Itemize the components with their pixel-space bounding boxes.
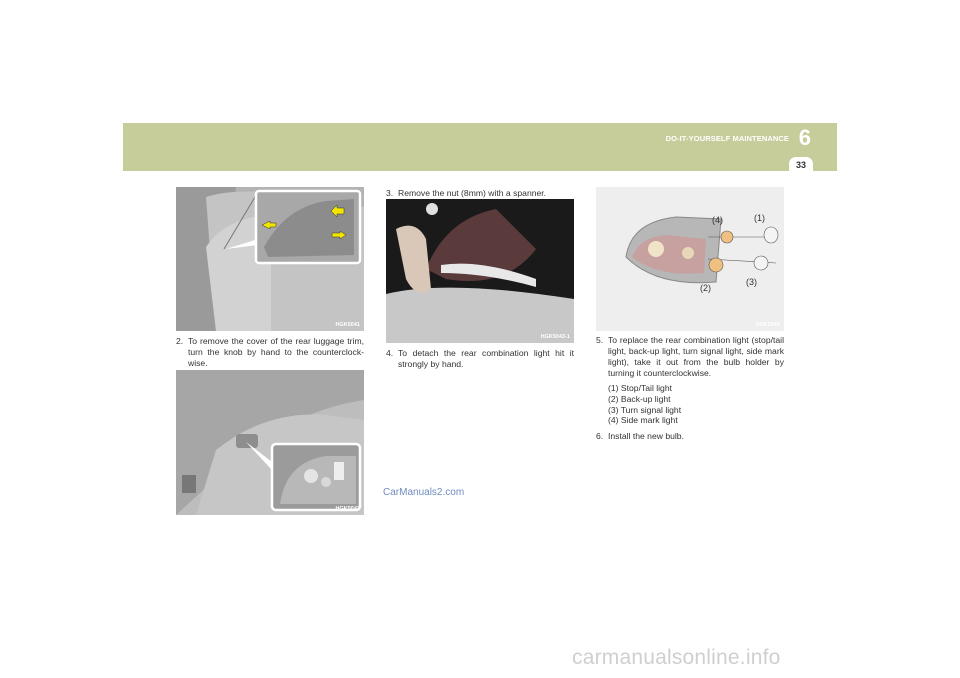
trim-knob-photo bbox=[176, 370, 364, 515]
bulb-label-3: (3) bbox=[746, 277, 757, 287]
step-2 bbox=[176, 336, 364, 369]
chapter-title: DO-IT-YOURSELF MAINTENANCE bbox=[665, 134, 789, 143]
step-text: Install the new bulb. bbox=[608, 431, 684, 441]
light-bulbs-illustration bbox=[596, 187, 784, 331]
light-nut-illustration bbox=[386, 199, 574, 343]
bulb-list bbox=[608, 383, 681, 426]
step-4 bbox=[386, 348, 574, 370]
watermark-footer: carmanualsonline.info bbox=[572, 646, 781, 669]
step-number: 2. bbox=[176, 336, 184, 346]
step-number: 5. bbox=[596, 335, 604, 345]
chapter-number: 6 bbox=[798, 125, 811, 150]
step-text: Remove the nut (8mm) with a spanner. bbox=[398, 188, 547, 198]
chapter-header bbox=[123, 123, 837, 171]
light-bulbs-photo bbox=[596, 187, 784, 331]
photo-code: HGK5042 bbox=[335, 506, 360, 512]
photo-code: HGK5043-1 bbox=[540, 334, 570, 340]
list-item: (2) Back-up light bbox=[608, 393, 671, 404]
trim-cover-photo bbox=[176, 187, 364, 331]
step-number: 6. bbox=[596, 431, 604, 441]
watermark-link[interactable]: CarManuals2.com bbox=[383, 487, 465, 498]
step-text: To detach the rear combination light hit it strongly by hand. bbox=[398, 348, 574, 369]
list-item: (3) Turn signal light bbox=[608, 404, 682, 415]
step-number: 4. bbox=[386, 348, 394, 358]
list-item: (4) Side mark light bbox=[608, 415, 678, 426]
page-number: 33 bbox=[795, 160, 806, 170]
step-number: 3. bbox=[386, 188, 394, 198]
bulb-label-2: (2) bbox=[700, 283, 711, 293]
trim-knob-illustration bbox=[176, 370, 364, 515]
light-nut-photo bbox=[386, 199, 574, 343]
trim-cover-illustration bbox=[176, 187, 364, 331]
bulb-label-4: (4) bbox=[712, 215, 723, 225]
step-3 bbox=[386, 188, 574, 199]
step-text: To remove the cover of the rear luggage trim, turn the knob by hand to the counterclock-wise. bbox=[188, 336, 364, 368]
page-number-badge bbox=[789, 157, 813, 171]
bulb-label-1: (1) bbox=[754, 213, 765, 223]
step-6 bbox=[596, 431, 784, 442]
photo-code: HGK5044 bbox=[755, 322, 780, 328]
photo-code: HGK5041 bbox=[335, 322, 360, 328]
step-text: To replace the rear combination light (stop/tail light, back-up light, turn signal light, side mark light), take it out from the bulb holder by turning it counterclockwise. bbox=[608, 335, 784, 378]
list-item: (1) Stop/Tail light bbox=[608, 383, 673, 393]
step-5 bbox=[596, 335, 784, 379]
